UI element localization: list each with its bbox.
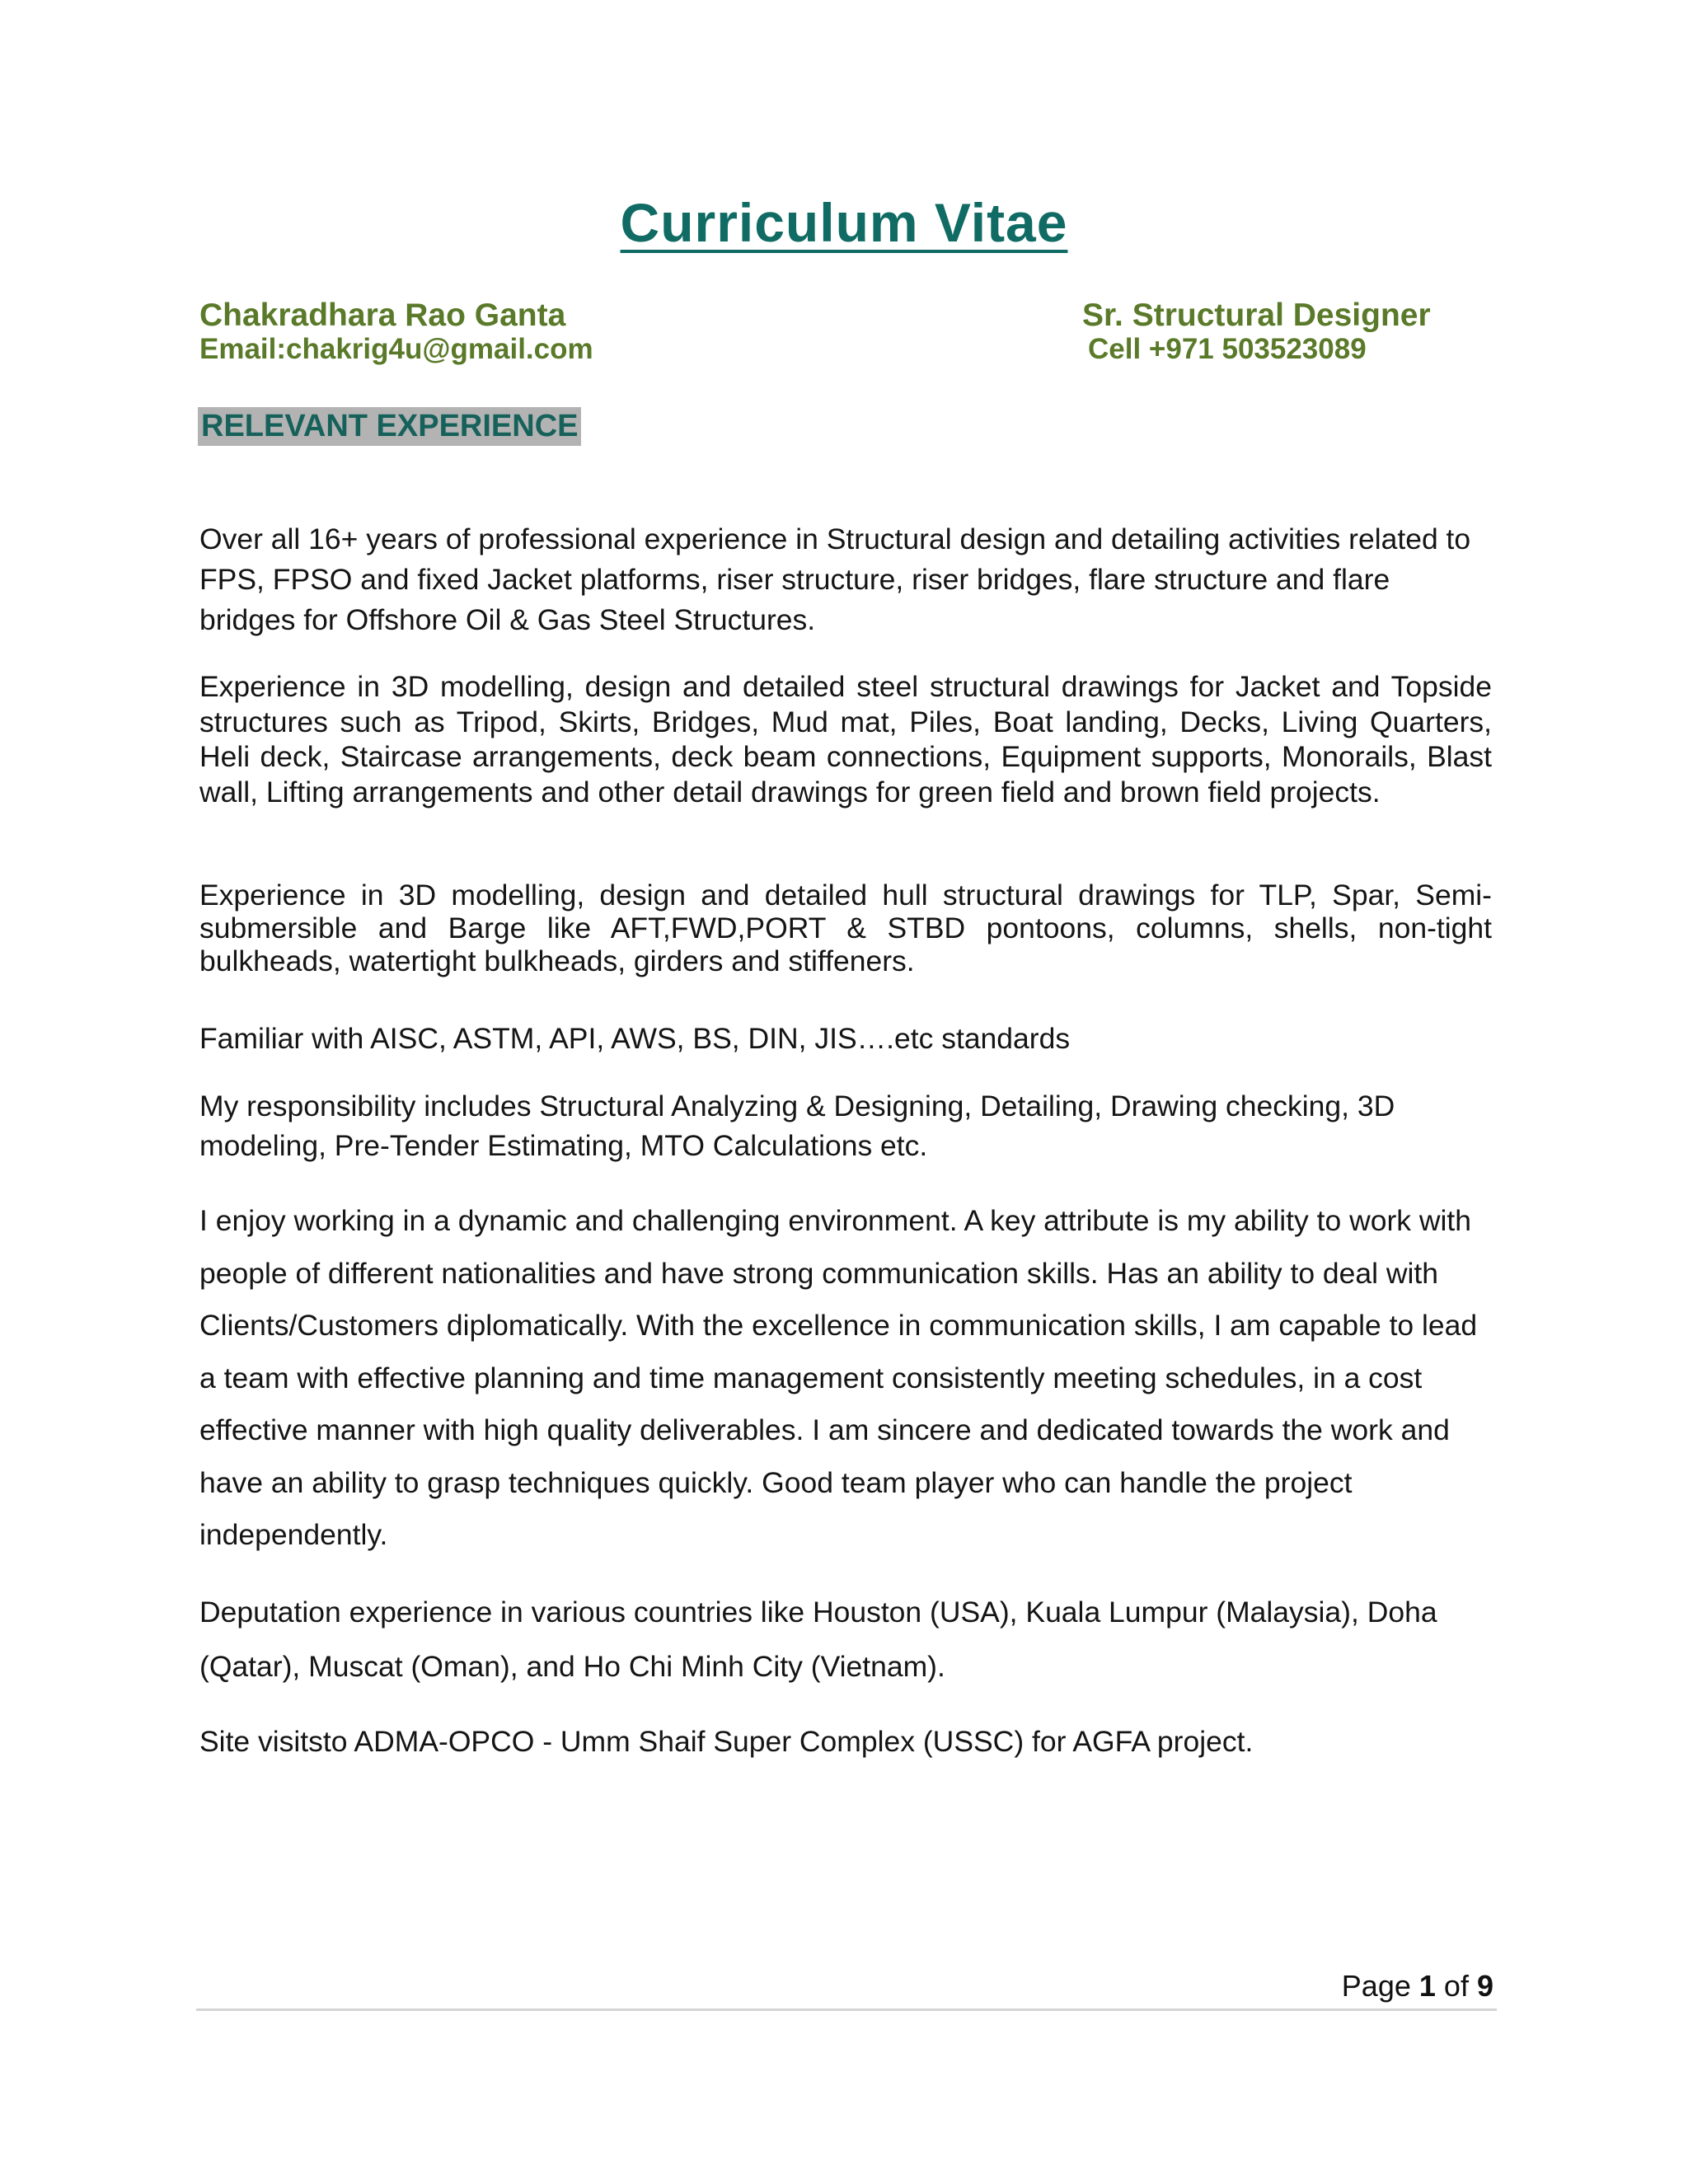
section-heading-relevant-experience: RELEVANT EXPERIENCE	[198, 407, 581, 446]
candidate-phone: Cell +971 503523089	[1088, 333, 1367, 365]
of-word: of	[1443, 1969, 1469, 2003]
responsibility-paragraph: My responsibility includes Structural Analyzing & Designing, Detailing, Drawing checking, 3D modeling, Pre-Tender Estimating, MTO Calculations etc.	[199, 1090, 1395, 1162]
page-word: Page	[1341, 1969, 1411, 2003]
page-total: 9	[1476, 1969, 1493, 2003]
candidate-email: Email:chakrig4u@gmail.com	[199, 333, 593, 365]
footer-divider	[196, 2008, 1497, 2011]
experience-paragraph: Experience in 3D modelling, design and detailed hull structural drawings for TLP, Spar, Semi-submersible and Barge like AFT,FWD,PORT & STBD pontoons, columns, shells, non-tight bulkheads, watertight bulkheads, girders and stiffeners.	[199, 879, 1492, 977]
site-visits-paragraph: Site visitsto ADMA-OPCO - Umm Shaif Super Complex (USSC) for AGFA project.	[199, 1725, 1254, 1758]
candidate-name: Chakradhara Rao Ganta	[199, 298, 566, 333]
candidate-role: Sr. Structural Designer	[1082, 298, 1431, 333]
experience-paragraph: Experience in 3D modelling, design and detailed steel structural drawings for Jacket and Topside structures such as Tripod, Skirts, Bridges, Mud mat, Piles, Boat landing, Decks, Living Quarters, Heli deck, Staircase arrangements, deck beam connections, Equipment supports, Monorails, Blast wall, Lifting arrangements and other detail drawings for green field and brown field projects.	[199, 670, 1492, 808]
page-number	[1342, 1969, 1493, 2004]
document-title: Curriculum Vitae	[620, 192, 1068, 253]
page-current: 1	[1418, 1969, 1436, 2003]
experience-paragraph: Over all 16+ years of professional experience in Structural design and detailing activities related to FPS, FPSO and fixed Jacket platforms, riser structure, riser bridges, flare structure and flare bridges for Offshore Oil & Gas Steel Structures.	[199, 523, 1471, 636]
deputation-paragraph: Deputation experience in various countries like Houston (USA), Kuala Lumpur (Malaysia), Doha (Qatar), Muscat (Oman), and Ho Chi Minh City (Vietnam).	[199, 1596, 1437, 1683]
profile-paragraph: I enjoy working in a dynamic and challenging environment. A key attribute is my ability to work with people of different nationalities and have strong communication skills. Has an ability to deal with Clients/Customers diplomatically. With the excellence in communication skills, I am capable to lead a team with effective planning and time management consistently meeting schedules, in a cost effective manner with high quality deliverables. I am sincere and dedicated towards the work and have an ability to grasp techniques quickly. Good team player who can handle the project independently.	[199, 1204, 1478, 1551]
standards-paragraph: Familiar with AISC, ASTM, API, AWS, BS, DIN, JIS….etc standards	[199, 1022, 1071, 1055]
